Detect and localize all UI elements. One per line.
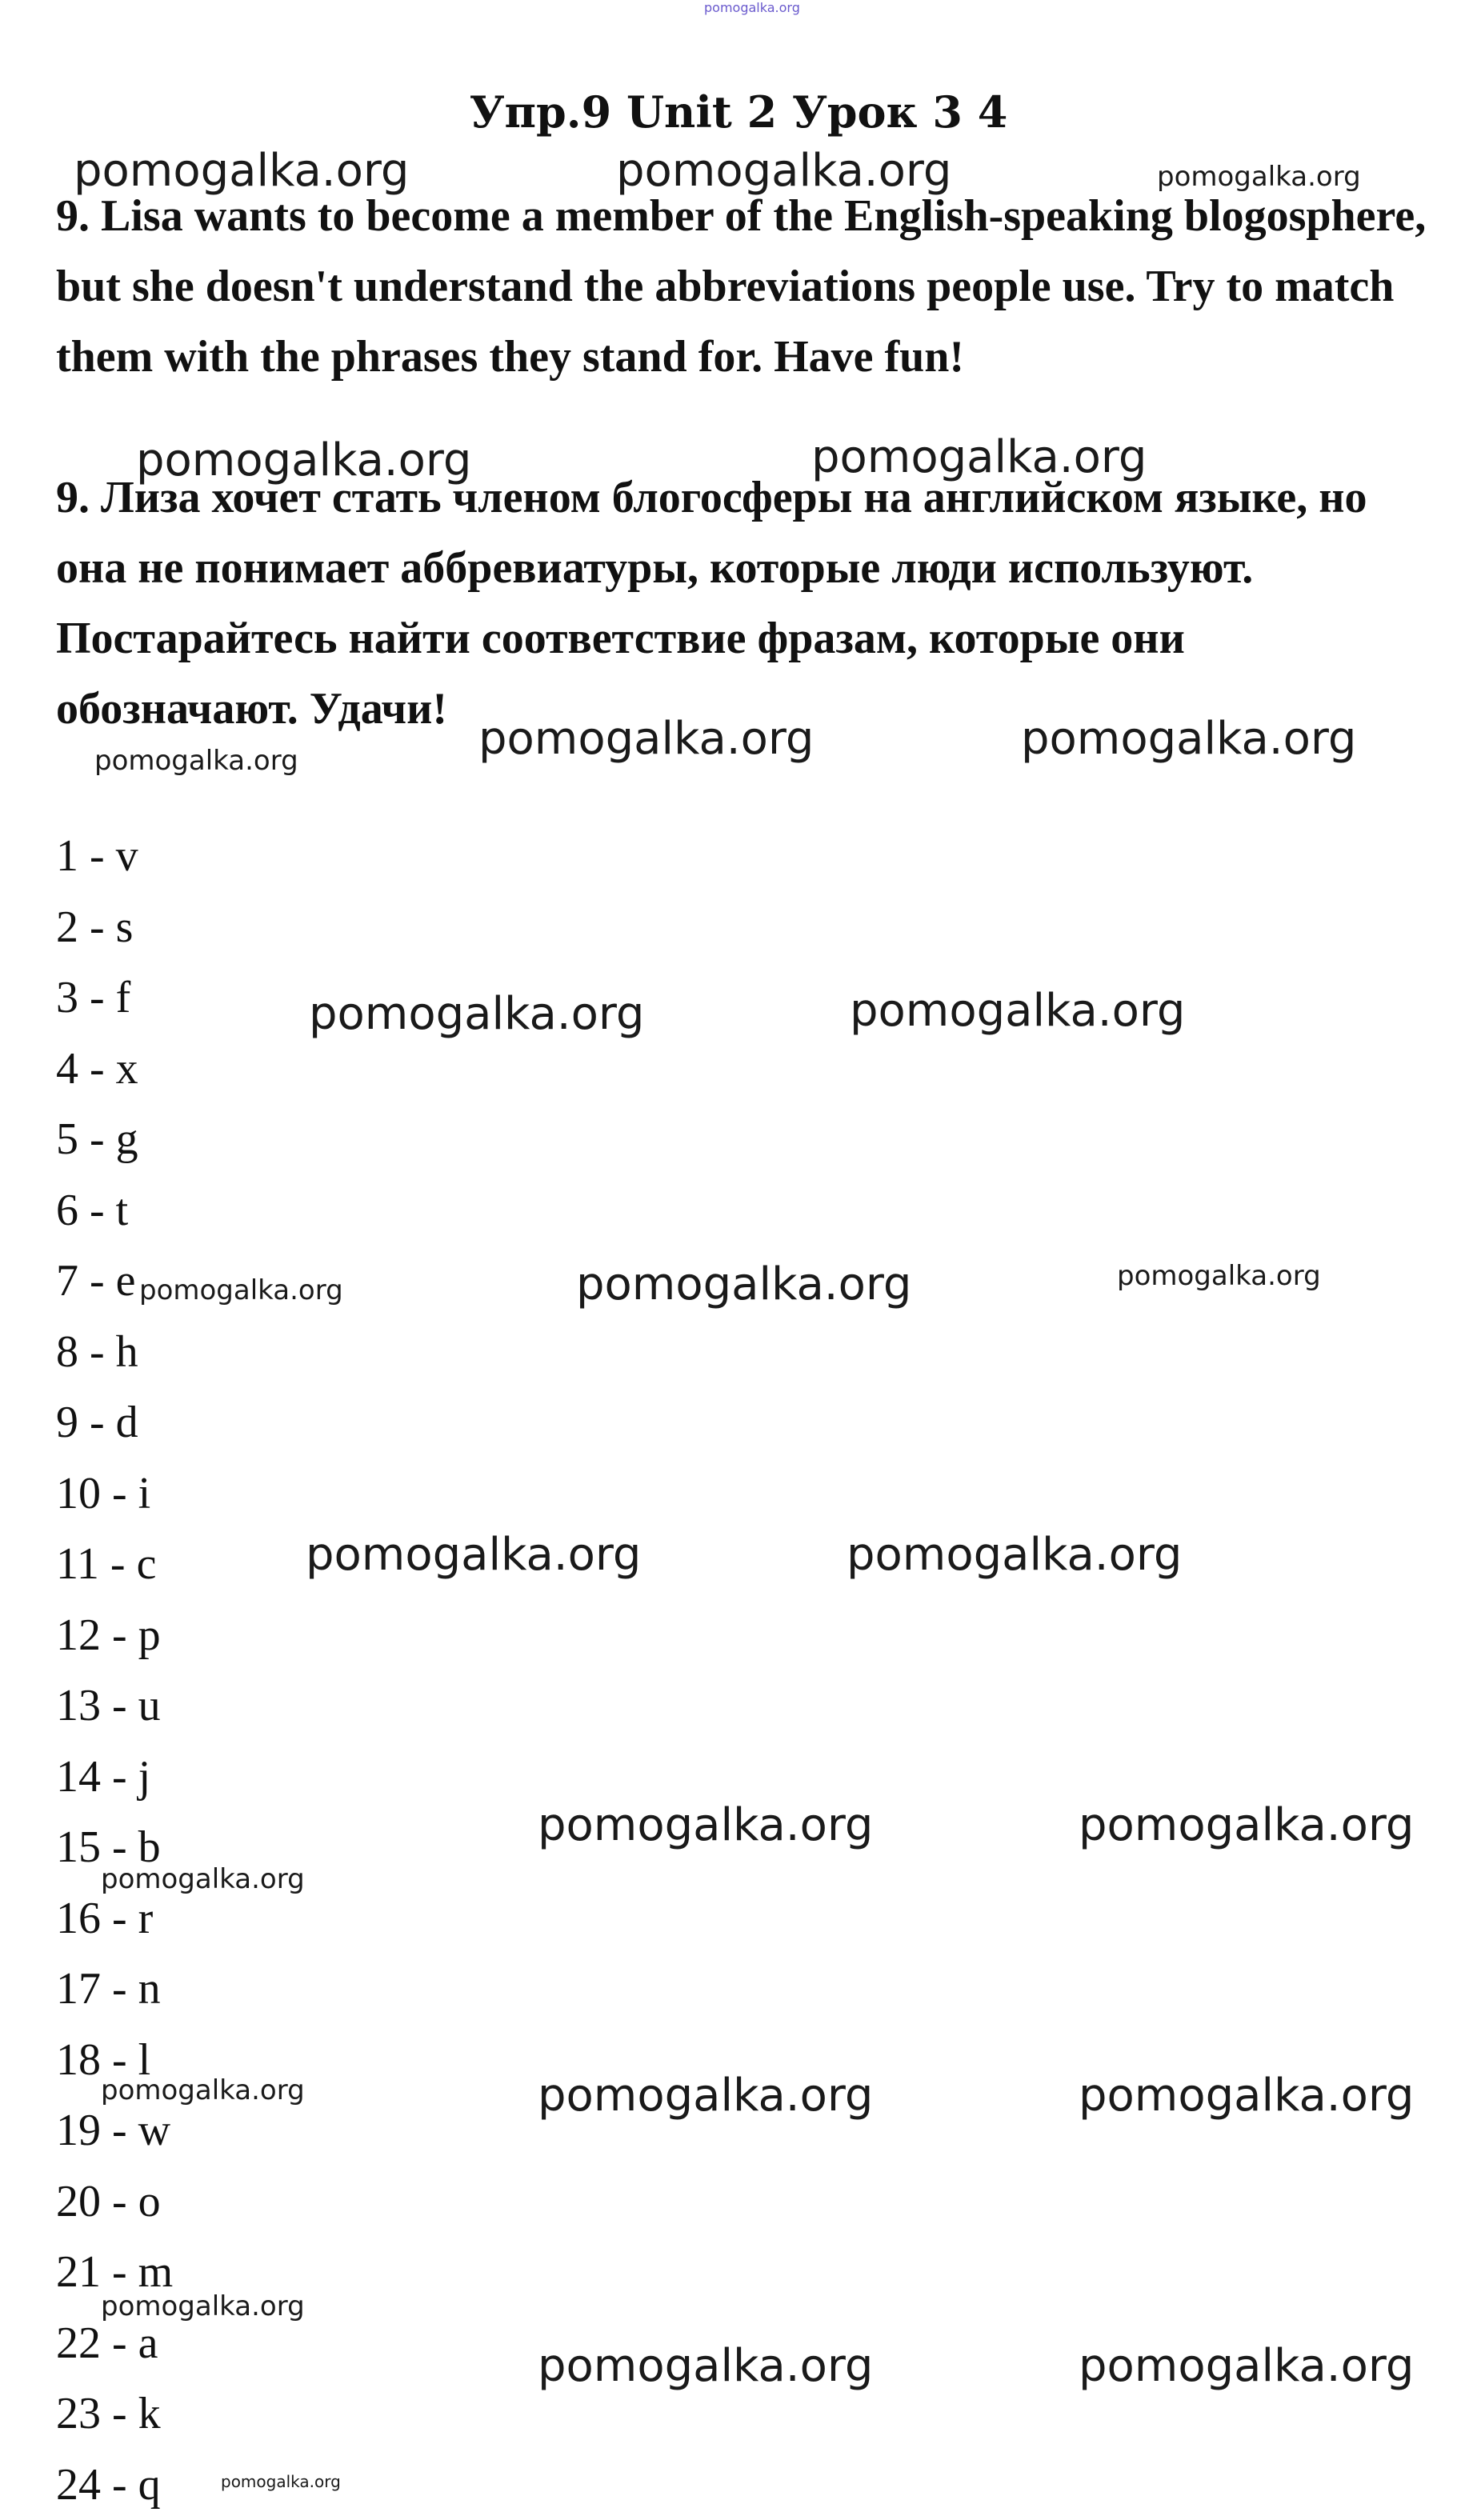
watermark: pomogalka.org bbox=[309, 992, 644, 1037]
watermark: pomogalka.org bbox=[478, 717, 814, 762]
answer-item: 2 - s bbox=[56, 892, 173, 963]
watermark: pomogalka.org bbox=[538, 1803, 873, 1848]
watermark: pomogalka.org bbox=[1117, 1262, 1321, 1290]
task-text-english: 9. Lisa wants to become a member of the English-speaking blogosphere, but she doesn't understand the abbreviations people use. Try to match them with the phrases they stand for. Have fun! bbox=[56, 181, 1432, 392]
watermark: pomogalka.org bbox=[704, 2, 800, 14]
answer-item: 8 - h bbox=[56, 1317, 173, 1388]
answer-item: 23 - k bbox=[56, 2378, 173, 2450]
watermark: pomogalka.org bbox=[101, 2077, 305, 2104]
answer-item: 17 - n bbox=[56, 1954, 173, 2025]
watermark: pomogalka.org bbox=[94, 747, 298, 774]
answer-item: 11 - c bbox=[56, 1529, 173, 1600]
answer-item: 6 - t bbox=[56, 1175, 173, 1246]
page-title: Упр.9 Unit 2 Урок 3 4 bbox=[0, 86, 1477, 138]
answer-item: 7 - e bbox=[56, 1246, 173, 1317]
answer-item: 4 - x bbox=[56, 1034, 173, 1105]
watermark: pomogalka.org bbox=[538, 2074, 873, 2118]
watermark: pomogalka.org bbox=[101, 1866, 305, 1893]
watermark: pomogalka.org bbox=[850, 989, 1185, 1034]
watermark: pomogalka.org bbox=[576, 1262, 911, 1307]
watermark: pomogalka.org bbox=[538, 2344, 873, 2389]
watermark: pomogalka.org bbox=[847, 1533, 1182, 1578]
watermark: pomogalka.org bbox=[1079, 1803, 1414, 1848]
watermark: pomogalka.org bbox=[1021, 717, 1356, 762]
answer-item: 15 - b bbox=[56, 1812, 173, 1883]
answer-item: 19 - w bbox=[56, 2095, 173, 2166]
watermark: pomogalka.org bbox=[101, 2293, 305, 2320]
answer-item: 21 - m bbox=[56, 2237, 173, 2308]
watermark: pomogalka.org bbox=[221, 2474, 341, 2490]
answer-item: 14 - j bbox=[56, 1742, 173, 1813]
answer-item: 1 - v bbox=[56, 821, 173, 892]
answer-list bbox=[56, 821, 173, 2520]
watermark: pomogalka.org bbox=[616, 149, 951, 194]
task-text-russian: 9. Лиза хочет стать членом блогосферы на английском языке, но она не понимает аббревиатуры, которые люди используют. Постарайтесь найти соответствие фразам, которые они обозначают. Удачи! bbox=[56, 462, 1432, 744]
watermark: pomogalka.org bbox=[139, 1277, 343, 1304]
watermark: pomogalka.org bbox=[1079, 2344, 1414, 2389]
watermark: pomogalka.org bbox=[136, 438, 471, 483]
answer-item: 16 - r bbox=[56, 1883, 173, 1954]
watermark: pomogalka.org bbox=[306, 1533, 641, 1578]
watermark: pomogalka.org bbox=[1157, 163, 1361, 190]
watermark: pomogalka.org bbox=[74, 149, 409, 194]
answer-item: 22 - a bbox=[56, 2308, 173, 2379]
answer-item: 5 - g bbox=[56, 1104, 173, 1175]
answer-item: 10 - i bbox=[56, 1458, 173, 1530]
answer-item: 9 - d bbox=[56, 1387, 173, 1458]
answer-item: 18 - l bbox=[56, 2025, 173, 2096]
answer-item: 12 - p bbox=[56, 1600, 173, 1671]
answer-item: 13 - u bbox=[56, 1670, 173, 1742]
answer-item: 24 - q bbox=[56, 2450, 173, 2520]
answer-item: 3 - f bbox=[56, 962, 173, 1034]
watermark: pomogalka.org bbox=[1079, 2074, 1414, 2118]
watermark: pomogalka.org bbox=[811, 435, 1147, 480]
answer-item: 20 - o bbox=[56, 2166, 173, 2238]
